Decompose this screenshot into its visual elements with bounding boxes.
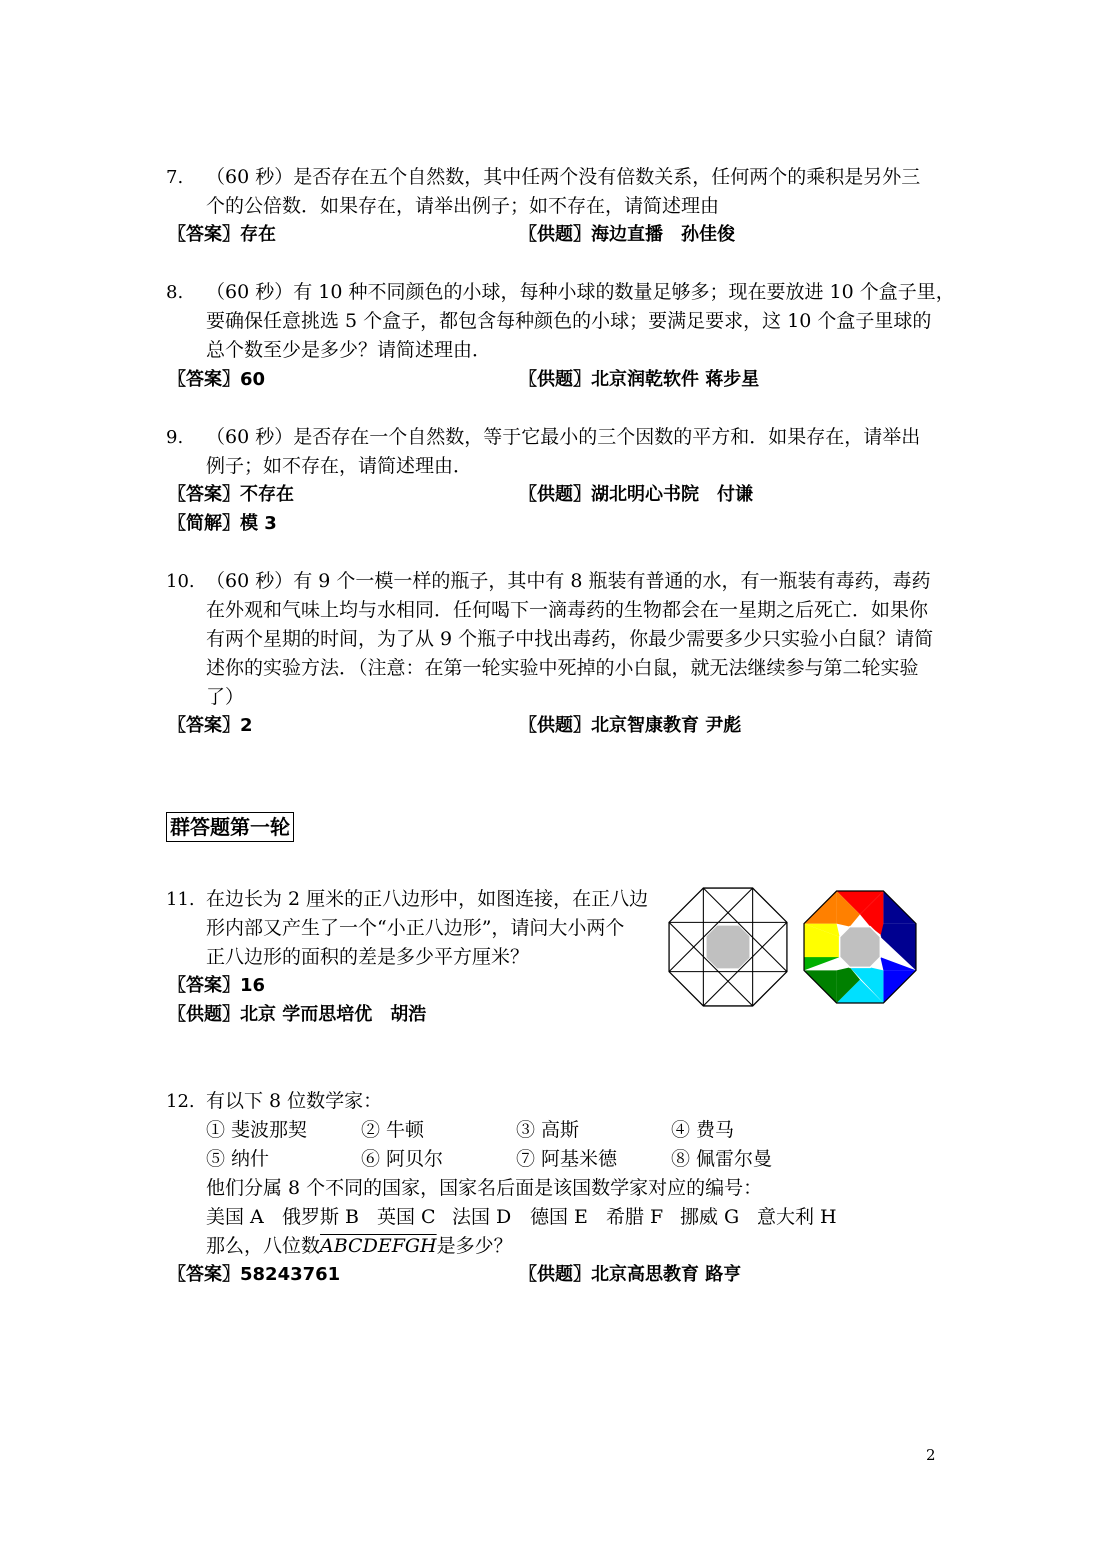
q11-number: 11. (166, 889, 195, 910)
q9-text-line1: （60 秒）是否存在一个自然数，等于它最小的三个因数的平方和．如果存在，请举出 (206, 426, 921, 448)
q12-answer: 〖答案〗58243761 (168, 1264, 341, 1285)
q9-text-line2: 例子；如不存在，请简述理由． (206, 455, 473, 477)
q9-solution: 〖简解〗模 3 (168, 513, 277, 534)
page-number: 2 (926, 1446, 936, 1464)
q10-text-line5: 了） (206, 686, 245, 708)
country-f: 希腊 F (606, 1206, 664, 1228)
country-d: 法国 D (452, 1206, 512, 1228)
q11-text-line3: 正八边形的面积的差是多少平方厘米？ (206, 946, 530, 968)
q7-answer: 〖答案〗存在 (168, 224, 276, 245)
q9-number: 9. (166, 427, 184, 448)
q10-text-line3: 有两个星期的时间，为了从 9 个瓶子中找出毒药，你最少需要多少只实验小白鼠？请简 (206, 628, 934, 650)
mathematician-8: ⑧ 佩雷尔曼 (671, 1148, 773, 1170)
mathematician-1: ① 斐波那契 (206, 1119, 308, 1141)
q12-text-line6 (206, 1232, 513, 1261)
mathematician-3: ③ 高斯 (516, 1119, 580, 1141)
country-h: 意大利 H (757, 1206, 837, 1228)
q12-number: 12. (166, 1091, 195, 1112)
q9-answer: 〖答案〗不存在 (168, 484, 294, 505)
country-c: 英国 C (377, 1206, 436, 1228)
q11-text-line1: 在边长为 2 厘米的正八边形中，如图连接，在正八边 (206, 888, 649, 910)
q10-text-line1: （60 秒）有 9 个一模一样的瓶子，其中有 8 瓶装有普通的水，有一瓶装有毒药，毒药 (206, 570, 931, 592)
q10-text-line2: 在外观和气味上均与水相同．任何喝下一滴毒药的生物都会在一星期之后死亡．如果你 (206, 599, 929, 621)
q10-source: 〖供题〗北京智康教育 尹彪 (519, 715, 742, 736)
small-octagon (707, 926, 750, 969)
q8-number: 8. (166, 282, 184, 303)
mathematician-5: ⑤ 纳什 (206, 1148, 270, 1170)
mathematician-7: ⑦ 阿基米德 (516, 1148, 618, 1170)
country-e: 德国 E (530, 1206, 588, 1228)
q11-text-line2: 形内部又产生了一个“小正八边形”，请问大小两个 (206, 917, 625, 939)
q7-source: 〖供题〗海边直播 孙佳俊 (519, 224, 735, 245)
q7-text-line2: 个的公倍数．如果存在，请举出例子；如不存在，请简述理由 (206, 195, 720, 217)
section-title: 群答题第一轮 (166, 812, 294, 842)
q10-answer: 〖答案〗2 (168, 715, 253, 736)
q11-source: 〖供题〗北京 学而思培优 胡浩 (168, 1004, 427, 1025)
octagon-line-figure (668, 887, 788, 1007)
country-b: 俄罗斯 B (282, 1206, 360, 1228)
q12-text-line1: 有以下 8 位数学家： (206, 1090, 383, 1112)
eight-digit-variable: ABCDEFGH (320, 1235, 437, 1257)
q12-source: 〖供题〗北京高思教育 路亨 (519, 1264, 742, 1285)
country-g: 挪威 G (680, 1206, 740, 1228)
q7-text-line1: （60 秒）是否存在五个自然数，其中任两个没有倍数关系，任何两个的乘积是另外三 (206, 166, 921, 188)
q10-text-line4: 述你的实验方法．（注意：在第一轮实验中死掉的小白鼠，就无法继续参与第二轮实验 (206, 657, 919, 679)
q8-answer: 〖答案〗60 (168, 369, 266, 390)
country-a: 美国 A (206, 1206, 264, 1228)
q8-text-line1: （60 秒）有 10 种不同颜色的小球，每种小球的数量足够多；现在要放进 10 个盒子里， (206, 281, 955, 303)
octagon-color-figure (803, 890, 917, 1004)
q11-answer: 〖答案〗16 (168, 975, 266, 996)
q9-source: 〖供题〗湖北明心书院 付谦 (519, 484, 753, 505)
mathematician-4: ④ 费马 (671, 1119, 735, 1141)
q8-source: 〖供题〗北京润乾软件 蒋步星 (519, 369, 760, 390)
q7-number: 7. (166, 167, 184, 188)
mathematician-6: ⑥ 阿贝尔 (361, 1148, 444, 1170)
q12-text-line4: 他们分属 8 个不同的国家，国家名后面是该国数学家对应的编号： (206, 1177, 763, 1199)
mathematician-2: ② 牛顿 (361, 1119, 425, 1141)
q8-text-line3: 总个数至少是多少？请简述理由． (206, 339, 492, 361)
q8-text-line2: 要确保任意挑选 5 个盒子，都包含每种颜色的小球；要满足要求，这 10 个盒子里球的 (206, 310, 932, 332)
q10-number: 10. (166, 571, 195, 592)
q12-line6-prefix: 那么，八位数 (206, 1235, 321, 1257)
q12-line6-suffix: 是多少？ (436, 1235, 513, 1257)
